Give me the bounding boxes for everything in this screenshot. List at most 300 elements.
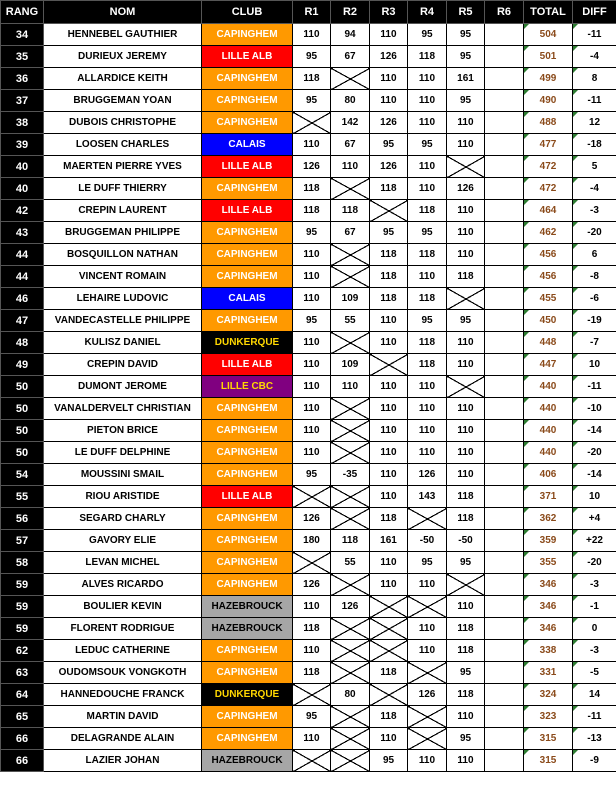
round-3-score-cell: 95 bbox=[370, 750, 408, 772]
round-6-score-cell bbox=[485, 420, 524, 442]
header-diff[interactable]: DIFF bbox=[573, 1, 616, 24]
round-4-score-cell: 95 bbox=[408, 552, 447, 574]
player-name-cell: DELAGRANDE ALAIN bbox=[44, 728, 202, 750]
round-2-crossed-cell bbox=[331, 508, 370, 530]
round-6-score-cell bbox=[485, 508, 524, 530]
table-row[interactable] bbox=[1, 178, 616, 200]
round-4-score-cell: 126 bbox=[408, 464, 447, 486]
round-6-score-cell bbox=[485, 112, 524, 134]
round-4-score-cell: 110 bbox=[408, 750, 447, 772]
header-club[interactable]: CLUB bbox=[202, 1, 293, 24]
diff-cell: -19 bbox=[573, 310, 616, 332]
rank-cell: 46 bbox=[1, 288, 44, 310]
round-6-score-cell bbox=[485, 244, 524, 266]
total-cell: 488 bbox=[524, 112, 573, 134]
table-row[interactable] bbox=[1, 552, 616, 574]
diff-cell: -11 bbox=[573, 376, 616, 398]
player-name-cell: LAZIER JOHAN bbox=[44, 750, 202, 772]
round-1-crossed-cell bbox=[293, 552, 331, 574]
table-row[interactable] bbox=[1, 706, 616, 728]
club-badge: CAPINGHEM bbox=[202, 464, 293, 486]
table-row[interactable] bbox=[1, 24, 616, 46]
table-row[interactable] bbox=[1, 68, 616, 90]
round-1-score-cell: 118 bbox=[293, 618, 331, 640]
player-name-cell: MOUSSINI SMAIL bbox=[44, 464, 202, 486]
round-2-score-cell: 55 bbox=[331, 310, 370, 332]
round-2-crossed-cell bbox=[331, 68, 370, 90]
rank-cell: 63 bbox=[1, 662, 44, 684]
diff-cell: -3 bbox=[573, 200, 616, 222]
rank-cell: 40 bbox=[1, 156, 44, 178]
table-row[interactable] bbox=[1, 112, 616, 134]
round-4-score-cell: 110 bbox=[408, 178, 447, 200]
diff-cell: 8 bbox=[573, 68, 616, 90]
round-3-score-cell: 110 bbox=[370, 90, 408, 112]
round-6-score-cell bbox=[485, 68, 524, 90]
club-badge: LILLE ALB bbox=[202, 156, 293, 178]
table-row[interactable] bbox=[1, 288, 616, 310]
round-2-crossed-cell bbox=[331, 420, 370, 442]
table-row[interactable] bbox=[1, 530, 616, 552]
header-r2[interactable]: R2 bbox=[331, 1, 370, 24]
total-cell: 406 bbox=[524, 464, 573, 486]
round-2-score-cell: 110 bbox=[331, 376, 370, 398]
table-body bbox=[1, 24, 616, 772]
round-6-score-cell bbox=[485, 486, 524, 508]
club-badge: LILLE ALB bbox=[202, 486, 293, 508]
player-name-cell: RIOU ARISTIDE bbox=[44, 486, 202, 508]
player-name-cell: VANDECASTELLE PHILIPPE bbox=[44, 310, 202, 332]
round-1-score-cell: 110 bbox=[293, 244, 331, 266]
table-row[interactable] bbox=[1, 332, 616, 354]
total-cell: 490 bbox=[524, 90, 573, 112]
club-badge: CAPINGHEM bbox=[202, 178, 293, 200]
round-6-score-cell bbox=[485, 552, 524, 574]
club-badge: CAPINGHEM bbox=[202, 90, 293, 112]
diff-cell: 6 bbox=[573, 244, 616, 266]
round-6-score-cell bbox=[485, 640, 524, 662]
player-name-cell: LEVAN MICHEL bbox=[44, 552, 202, 574]
table-row[interactable] bbox=[1, 244, 616, 266]
total-cell: 355 bbox=[524, 552, 573, 574]
total-cell: 346 bbox=[524, 618, 573, 640]
player-name-cell: ALLARDICE KEITH bbox=[44, 68, 202, 90]
round-2-score-cell: 126 bbox=[331, 596, 370, 618]
round-5-score-cell: 161 bbox=[447, 68, 485, 90]
player-name-cell: KULISZ DANIEL bbox=[44, 332, 202, 354]
rank-cell: 66 bbox=[1, 728, 44, 750]
round-5-score-cell: 110 bbox=[447, 596, 485, 618]
round-2-crossed-cell bbox=[331, 178, 370, 200]
round-5-score-cell: 110 bbox=[447, 200, 485, 222]
round-3-score-cell: 110 bbox=[370, 728, 408, 750]
club-badge: CAPINGHEM bbox=[202, 706, 293, 728]
rank-cell: 50 bbox=[1, 442, 44, 464]
round-5-score-cell: 95 bbox=[447, 662, 485, 684]
total-cell: 499 bbox=[524, 68, 573, 90]
rank-cell: 40 bbox=[1, 178, 44, 200]
table-row[interactable] bbox=[1, 156, 616, 178]
round-4-score-cell: 143 bbox=[408, 486, 447, 508]
club-badge: CAPINGHEM bbox=[202, 266, 293, 288]
header-nom[interactable]: NOM bbox=[44, 1, 202, 24]
round-2-crossed-cell bbox=[331, 662, 370, 684]
table-row[interactable] bbox=[1, 134, 616, 156]
diff-cell: -11 bbox=[573, 90, 616, 112]
diff-cell: 5 bbox=[573, 156, 616, 178]
player-name-cell: MAERTEN PIERRE YVES bbox=[44, 156, 202, 178]
round-4-score-cell: 118 bbox=[408, 46, 447, 68]
total-cell: 462 bbox=[524, 222, 573, 244]
club-badge: CAPINGHEM bbox=[202, 398, 293, 420]
diff-cell: -4 bbox=[573, 46, 616, 68]
round-2-score-cell: 109 bbox=[331, 354, 370, 376]
diff-cell: 12 bbox=[573, 112, 616, 134]
club-badge: CAPINGHEM bbox=[202, 640, 293, 662]
round-1-score-cell: 110 bbox=[293, 266, 331, 288]
rank-cell: 56 bbox=[1, 508, 44, 530]
round-3-crossed-cell bbox=[370, 596, 408, 618]
club-badge: HAZEBROUCK bbox=[202, 750, 293, 772]
round-2-score-cell: 67 bbox=[331, 222, 370, 244]
player-name-cell: GAVORY ELIE bbox=[44, 530, 202, 552]
player-name-cell: DUBOIS CHRISTOPHE bbox=[44, 112, 202, 134]
table-row[interactable] bbox=[1, 354, 616, 376]
round-4-score-cell: 110 bbox=[408, 68, 447, 90]
round-3-score-cell: 118 bbox=[370, 508, 408, 530]
round-4-score-cell: 95 bbox=[408, 222, 447, 244]
round-3-score-cell: 118 bbox=[370, 244, 408, 266]
round-2-score-cell: 118 bbox=[331, 530, 370, 552]
table-row[interactable] bbox=[1, 46, 616, 68]
table-row[interactable] bbox=[1, 464, 616, 486]
table-row[interactable] bbox=[1, 728, 616, 750]
table-row[interactable] bbox=[1, 574, 616, 596]
round-2-crossed-cell bbox=[331, 486, 370, 508]
header-r5[interactable]: R5 bbox=[447, 1, 485, 24]
rank-cell: 47 bbox=[1, 310, 44, 332]
club-badge: CAPINGHEM bbox=[202, 442, 293, 464]
round-6-score-cell bbox=[485, 706, 524, 728]
round-4-score-cell: 110 bbox=[408, 376, 447, 398]
round-1-score-cell: 110 bbox=[293, 398, 331, 420]
header-r4[interactable]: R4 bbox=[408, 1, 447, 24]
round-1-score-cell: 180 bbox=[293, 530, 331, 552]
diff-cell: -13 bbox=[573, 728, 616, 750]
rank-cell: 59 bbox=[1, 574, 44, 596]
round-4-crossed-cell bbox=[408, 508, 447, 530]
club-badge: CAPINGHEM bbox=[202, 222, 293, 244]
round-3-score-cell: 110 bbox=[370, 486, 408, 508]
total-cell: 331 bbox=[524, 662, 573, 684]
round-6-score-cell bbox=[485, 332, 524, 354]
total-cell: 440 bbox=[524, 442, 573, 464]
round-5-score-cell: 110 bbox=[447, 464, 485, 486]
round-5-crossed-cell bbox=[447, 574, 485, 596]
diff-cell: -10 bbox=[573, 398, 616, 420]
total-cell: 472 bbox=[524, 178, 573, 200]
diff-cell: 14 bbox=[573, 684, 616, 706]
round-1-score-cell: 118 bbox=[293, 178, 331, 200]
round-2-crossed-cell bbox=[331, 266, 370, 288]
round-4-score-cell: 118 bbox=[408, 332, 447, 354]
round-3-crossed-cell bbox=[370, 684, 408, 706]
round-5-crossed-cell bbox=[447, 376, 485, 398]
round-2-score-cell: 55 bbox=[331, 552, 370, 574]
round-4-score-cell: 110 bbox=[408, 398, 447, 420]
diff-cell: 10 bbox=[573, 486, 616, 508]
player-name-cell: DUMONT JEROME bbox=[44, 376, 202, 398]
table-row[interactable] bbox=[1, 486, 616, 508]
round-6-score-cell bbox=[485, 530, 524, 552]
round-2-score-cell: 67 bbox=[331, 134, 370, 156]
total-cell: 501 bbox=[524, 46, 573, 68]
diff-cell: +22 bbox=[573, 530, 616, 552]
round-2-crossed-cell bbox=[331, 244, 370, 266]
diff-cell: -3 bbox=[573, 574, 616, 596]
round-3-score-cell: 118 bbox=[370, 706, 408, 728]
rank-cell: 36 bbox=[1, 68, 44, 90]
round-2-crossed-cell bbox=[331, 728, 370, 750]
rank-cell: 64 bbox=[1, 684, 44, 706]
player-name-cell: LE DUFF DELPHINE bbox=[44, 442, 202, 464]
club-badge: LILLE ALB bbox=[202, 46, 293, 68]
total-cell: 315 bbox=[524, 728, 573, 750]
round-2-score-cell: -35 bbox=[331, 464, 370, 486]
club-badge: CAPINGHEM bbox=[202, 244, 293, 266]
club-badge: CAPINGHEM bbox=[202, 552, 293, 574]
table-row[interactable] bbox=[1, 442, 616, 464]
diff-cell: -9 bbox=[573, 750, 616, 772]
club-badge: CAPINGHEM bbox=[202, 112, 293, 134]
rank-cell: 50 bbox=[1, 398, 44, 420]
total-cell: 371 bbox=[524, 486, 573, 508]
diff-cell: -14 bbox=[573, 464, 616, 486]
total-cell: 440 bbox=[524, 398, 573, 420]
table-row[interactable] bbox=[1, 750, 616, 772]
round-2-crossed-cell bbox=[331, 574, 370, 596]
total-cell: 448 bbox=[524, 332, 573, 354]
total-cell: 315 bbox=[524, 750, 573, 772]
round-6-score-cell bbox=[485, 200, 524, 222]
header-total[interactable]: TOTAL bbox=[524, 1, 573, 24]
table-row[interactable] bbox=[1, 376, 616, 398]
round-3-score-cell: 118 bbox=[370, 288, 408, 310]
table-row[interactable] bbox=[1, 398, 616, 420]
round-2-crossed-cell bbox=[331, 640, 370, 662]
round-4-score-cell: 110 bbox=[408, 156, 447, 178]
club-badge: LILLE ALB bbox=[202, 354, 293, 376]
diff-cell: -20 bbox=[573, 552, 616, 574]
rank-cell: 43 bbox=[1, 222, 44, 244]
round-4-score-cell: 118 bbox=[408, 200, 447, 222]
round-1-score-cell: 95 bbox=[293, 90, 331, 112]
round-5-score-cell: 110 bbox=[447, 244, 485, 266]
header-r3[interactable]: R3 bbox=[370, 1, 408, 24]
total-cell: 362 bbox=[524, 508, 573, 530]
round-2-score-cell: 110 bbox=[331, 156, 370, 178]
round-2-crossed-cell bbox=[331, 618, 370, 640]
round-3-score-cell: 126 bbox=[370, 112, 408, 134]
round-4-score-cell: -50 bbox=[408, 530, 447, 552]
round-4-score-cell: 110 bbox=[408, 640, 447, 662]
player-name-cell: BOULIER KEVIN bbox=[44, 596, 202, 618]
diff-cell: -11 bbox=[573, 706, 616, 728]
table-row[interactable] bbox=[1, 618, 616, 640]
round-3-score-cell: 110 bbox=[370, 574, 408, 596]
total-cell: 440 bbox=[524, 420, 573, 442]
header-rang[interactable]: RANG bbox=[1, 1, 44, 24]
table-row[interactable] bbox=[1, 310, 616, 332]
rank-cell: 54 bbox=[1, 464, 44, 486]
rank-cell: 65 bbox=[1, 706, 44, 728]
total-cell: 450 bbox=[524, 310, 573, 332]
header-r6[interactable]: R6 bbox=[485, 1, 524, 24]
diff-cell: -5 bbox=[573, 662, 616, 684]
table-row[interactable] bbox=[1, 200, 616, 222]
club-badge: CAPINGHEM bbox=[202, 662, 293, 684]
round-1-score-cell: 110 bbox=[293, 442, 331, 464]
diff-cell: -20 bbox=[573, 442, 616, 464]
round-6-score-cell bbox=[485, 398, 524, 420]
rank-cell: 44 bbox=[1, 244, 44, 266]
club-badge: CAPINGHEM bbox=[202, 310, 293, 332]
round-3-score-cell: 110 bbox=[370, 464, 408, 486]
table-row[interactable] bbox=[1, 222, 616, 244]
round-6-score-cell bbox=[485, 178, 524, 200]
rank-cell: 34 bbox=[1, 24, 44, 46]
round-6-score-cell bbox=[485, 156, 524, 178]
round-4-score-cell: 110 bbox=[408, 420, 447, 442]
round-1-score-cell: 110 bbox=[293, 288, 331, 310]
table-row[interactable] bbox=[1, 596, 616, 618]
round-5-score-cell: 118 bbox=[447, 266, 485, 288]
round-5-score-cell: 110 bbox=[447, 706, 485, 728]
round-3-score-cell: 126 bbox=[370, 46, 408, 68]
table-row[interactable] bbox=[1, 662, 616, 684]
player-name-cell: SEGARD CHARLY bbox=[44, 508, 202, 530]
round-1-score-cell: 118 bbox=[293, 200, 331, 222]
club-badge: CALAIS bbox=[202, 288, 293, 310]
round-4-score-cell: 118 bbox=[408, 288, 447, 310]
club-badge: CAPINGHEM bbox=[202, 68, 293, 90]
round-3-score-cell: 110 bbox=[370, 420, 408, 442]
club-badge: CAPINGHEM bbox=[202, 420, 293, 442]
round-3-crossed-cell bbox=[370, 640, 408, 662]
player-name-cell: LEHAIRE LUDOVIC bbox=[44, 288, 202, 310]
round-1-score-cell: 110 bbox=[293, 354, 331, 376]
round-6-score-cell bbox=[485, 46, 524, 68]
rank-cell: 48 bbox=[1, 332, 44, 354]
round-5-score-cell: 118 bbox=[447, 508, 485, 530]
player-name-cell: CREPIN DAVID bbox=[44, 354, 202, 376]
round-2-score-cell: 80 bbox=[331, 684, 370, 706]
round-6-score-cell bbox=[485, 288, 524, 310]
round-1-crossed-cell bbox=[293, 750, 331, 772]
total-cell: 324 bbox=[524, 684, 573, 706]
diff-cell: -7 bbox=[573, 332, 616, 354]
rank-cell: 66 bbox=[1, 750, 44, 772]
round-4-score-cell: 95 bbox=[408, 24, 447, 46]
round-5-score-cell: 118 bbox=[447, 684, 485, 706]
club-badge: CAPINGHEM bbox=[202, 508, 293, 530]
player-name-cell: BRUGGEMAN YOAN bbox=[44, 90, 202, 112]
total-cell: 504 bbox=[524, 24, 573, 46]
table-row[interactable] bbox=[1, 90, 616, 112]
rank-cell: 39 bbox=[1, 134, 44, 156]
round-3-score-cell: 95 bbox=[370, 222, 408, 244]
round-4-crossed-cell bbox=[408, 728, 447, 750]
player-name-cell: VANALDERVELT CHRISTIAN bbox=[44, 398, 202, 420]
round-4-crossed-cell bbox=[408, 706, 447, 728]
round-3-crossed-cell bbox=[370, 200, 408, 222]
club-badge: CAPINGHEM bbox=[202, 728, 293, 750]
rank-cell: 49 bbox=[1, 354, 44, 376]
round-6-score-cell bbox=[485, 222, 524, 244]
round-1-score-cell: 110 bbox=[293, 420, 331, 442]
club-badge: DUNKERQUE bbox=[202, 332, 293, 354]
round-6-score-cell bbox=[485, 310, 524, 332]
rank-cell: 58 bbox=[1, 552, 44, 574]
round-4-score-cell: 118 bbox=[408, 354, 447, 376]
round-2-crossed-cell bbox=[331, 442, 370, 464]
round-5-score-cell: 110 bbox=[447, 112, 485, 134]
header-row bbox=[1, 1, 616, 24]
rank-cell: 35 bbox=[1, 46, 44, 68]
round-1-score-cell: 110 bbox=[293, 24, 331, 46]
round-3-score-cell: 110 bbox=[370, 398, 408, 420]
player-name-cell: PIETON BRICE bbox=[44, 420, 202, 442]
round-5-crossed-cell bbox=[447, 288, 485, 310]
diff-cell: 0 bbox=[573, 618, 616, 640]
round-1-score-cell: 110 bbox=[293, 596, 331, 618]
round-1-score-cell: 110 bbox=[293, 332, 331, 354]
round-5-score-cell: 126 bbox=[447, 178, 485, 200]
round-5-score-cell: 95 bbox=[447, 90, 485, 112]
round-3-crossed-cell bbox=[370, 618, 408, 640]
round-5-crossed-cell bbox=[447, 156, 485, 178]
player-name-cell: ALVES RICARDO bbox=[44, 574, 202, 596]
round-4-score-cell: 110 bbox=[408, 574, 447, 596]
club-badge: CAPINGHEM bbox=[202, 574, 293, 596]
table-row[interactable] bbox=[1, 266, 616, 288]
table-row[interactable] bbox=[1, 420, 616, 442]
round-6-score-cell bbox=[485, 266, 524, 288]
round-2-crossed-cell bbox=[331, 706, 370, 728]
table-row[interactable] bbox=[1, 640, 616, 662]
round-3-score-cell: 118 bbox=[370, 266, 408, 288]
table-row[interactable] bbox=[1, 508, 616, 530]
club-badge: CAPINGHEM bbox=[202, 530, 293, 552]
diff-cell: 10 bbox=[573, 354, 616, 376]
round-5-score-cell: 110 bbox=[447, 134, 485, 156]
diff-cell: -1 bbox=[573, 596, 616, 618]
player-name-cell: DURIEUX JEREMY bbox=[44, 46, 202, 68]
round-4-score-cell: 95 bbox=[408, 134, 447, 156]
round-6-score-cell bbox=[485, 574, 524, 596]
diff-cell: +4 bbox=[573, 508, 616, 530]
club-badge: CALAIS bbox=[202, 134, 293, 156]
round-2-score-cell: 67 bbox=[331, 46, 370, 68]
round-2-crossed-cell bbox=[331, 750, 370, 772]
round-5-score-cell: 95 bbox=[447, 310, 485, 332]
round-5-score-cell: 110 bbox=[447, 222, 485, 244]
table-row[interactable] bbox=[1, 684, 616, 706]
round-3-score-cell: 118 bbox=[370, 178, 408, 200]
round-1-score-cell: 95 bbox=[293, 222, 331, 244]
round-4-crossed-cell bbox=[408, 596, 447, 618]
header-r1[interactable]: R1 bbox=[293, 1, 331, 24]
